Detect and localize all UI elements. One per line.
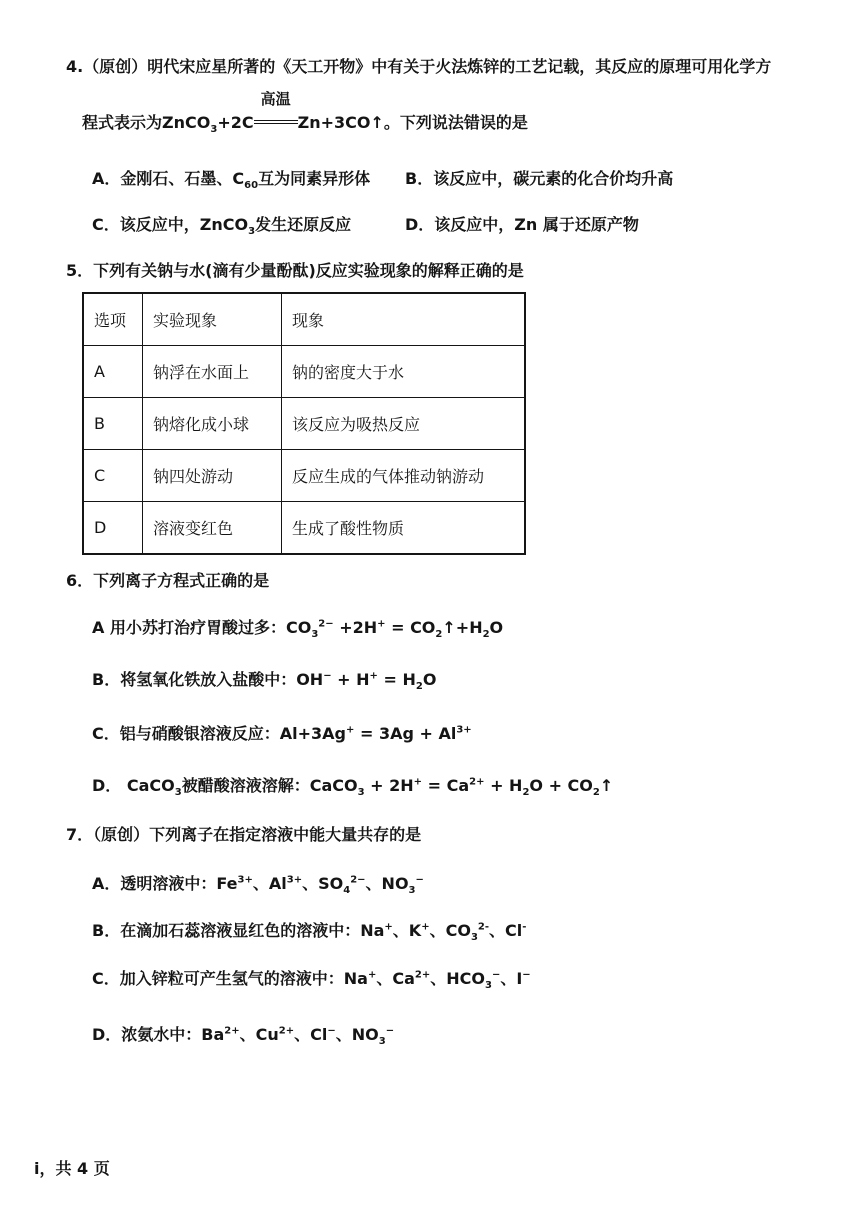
table-row [83,502,525,555]
table-cell: A [83,346,143,398]
q4-equation: ZnCO$_3$+2C 高温 Zn+3CO↑ [162,90,384,136]
table-header-cell: 实验现象 [143,293,282,346]
q4-option-a: A．金刚石、石墨、$C_{60}$互为同素异形体 [92,169,371,192]
table-cell: 溶液变红色 [143,502,282,555]
table-cell: 钠浮在水面上 [143,346,282,398]
table-cell: 该反应为吸热反应 [282,398,526,450]
q4-eq-arrow [254,90,298,128]
q4-stem-post: 。下列说法错误的是 [383,113,528,132]
table-cell: C [83,450,143,502]
table-cell: 生成了酸性物质 [282,502,526,555]
q6-option-b: B．将氢氧化铁放入盐酸中：$OH^- + H^+ = H_2O$ [92,670,437,693]
table-header-cell: 选项 [83,293,143,346]
table-row [83,398,525,450]
q4-option-d: D．该反应中，Zn 属于还原产物 [405,215,639,234]
table-cell: 反应生成的气体推动钠游动 [282,450,526,502]
table-header-row [83,293,525,346]
q5-table [82,292,526,555]
q6-stem: 6．下列离子方程式正确的是 [66,571,270,590]
table-header-cell: 现象 [282,293,526,346]
q4-stem-pre: 程式表示为 [82,113,163,132]
table-row [83,346,525,398]
table-cell: B [83,398,143,450]
table-row [83,450,525,502]
q6-option-d: D． CaCO$_3$被醋酸溶液溶解：CaCO$_3$ + $2H^+ = Ca^{2+} + H_2O$ + $CO_2↑$ [92,776,614,799]
q4-option-c: C．该反应中，ZnCO$_3$发生还原反应 [92,215,352,238]
q6-option-a-equation: $CO_3^{2-} +2H^+$ = $CO_2↑+H_2O$ [285,618,504,641]
q6-option-c: C．铝与硝酸银溶液反应：$Al+3Ag^+ = 3Ag + Al^{3+}$ [92,724,472,743]
page-footer: i，共 4 页 [34,1159,110,1178]
q7-option-c: C．加入锌粒可产生氢气的溶液中：Na+、$Ca^{2+}$、$HCO_3^-$、I− [92,969,531,992]
table-cell: 钠熔化成小球 [143,398,282,450]
q4-option-b: B．该反应中，碳元素的化合价均升高 [405,169,674,188]
q6-option-b-equation: $OH^- + H^+ = H_2O$ [296,670,437,693]
table-cell: D [83,502,143,555]
q7-option-a: A．透明溶液中：$Fe^{3+}$、$Al^{3+}$、$SO_4^{2-}$、$NO_3^-$ [92,874,424,897]
table-cell: 钠的密度大于水 [282,346,526,398]
q6-option-c-equation: $Al+3Ag^+ = 3Ag + Al^{3+}$ [279,724,472,743]
q7-stem: 7．（原创）下列离子在指定溶液中能大量共存的是 [66,825,422,844]
q5-stem: 5．下列有关钠与水(滴有少量酚酞)反应实验现象的解释正确的是 [66,261,524,280]
q4-stem-line2 [82,90,528,136]
table-cell: 钠四处游动 [143,450,282,502]
q7-option-b: B．在滴加石蕊溶液显红色的溶液中：Na+、K+、$CO_3^{2-}$、Cl- [92,921,527,944]
q4-eq-condition: 高温 [260,90,291,108]
q6-option-a: A 用小苏打治疗胃酸过多：$CO_3^{2-} +2H^+$ = $CO_2↑+H_2O$ [92,618,504,641]
q7-option-d: D．浓氨水中：$Ba^{2+}$、$Cu^{2+}$、Cl−、$NO_3^-$ [92,1025,395,1048]
q4-stem-line1: 4.（原创）明代宋应星所著的《天工开物》中有关于火法炼锌的工艺记载，其反应的原理可用化学方 [66,57,772,76]
q6-option-d-equation: CaCO$_3$ + $2H^+ = Ca^{2+} + H_2O$ + $CO_2↑$ [309,776,614,799]
